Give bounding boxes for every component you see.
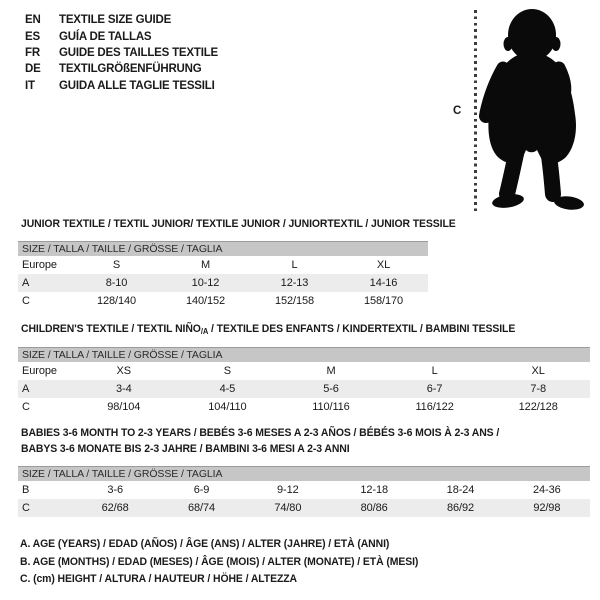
row-label-cell: C [22, 401, 30, 413]
table-body [18, 256, 428, 310]
row-label-cell: C [22, 295, 30, 307]
row-label-cell: Europe [22, 365, 57, 377]
heading-text: CHILDREN'S TEXTILE / TEXTIL NIÑO [21, 323, 201, 335]
value-cell: S [223, 365, 232, 377]
language-title-list [25, 12, 218, 94]
table-row [18, 499, 590, 517]
heading-text: / TEXTILE DES ENFANTS / KINDERTEXTIL / BAMBINI TESSILE [208, 323, 516, 335]
value-cell: 12-13 [280, 277, 309, 289]
footnote-legend [20, 536, 418, 589]
value-cell: 3-6 [107, 484, 123, 496]
value-cell: 68/74 [187, 502, 215, 514]
table-header-bar: SIZE / TALLA / TAILLE / GRÖSSE / TAGLIA [18, 466, 590, 481]
value-cell: 104/110 [208, 401, 247, 413]
table-row [18, 292, 428, 310]
language-row [25, 78, 218, 94]
table-header-bar: SIZE / TALLA / TAILLE / GRÖSSE / TAGLIA [18, 347, 590, 362]
language-row [25, 28, 218, 44]
language-row [25, 45, 218, 61]
value-cell: 6-9 [193, 484, 210, 496]
row-label-cell: A [22, 383, 30, 395]
value-cell: XL [531, 365, 545, 377]
table-body [18, 481, 590, 517]
junior-size-table [18, 241, 428, 310]
value-cell: 116/122 [415, 401, 454, 413]
value-cell: M [326, 365, 336, 377]
table-row [18, 481, 590, 499]
language-title: TEXTILGRÖßENFÜHRUNG [59, 63, 202, 76]
value-cell: 80/86 [360, 502, 388, 514]
language-title: GUIDA ALLE TAGLIE TESSILI [59, 79, 215, 92]
value-cell: 14-16 [369, 277, 398, 289]
value-cell: 98/104 [107, 401, 141, 413]
height-dotted-line [474, 10, 477, 212]
value-cell: S [112, 259, 121, 271]
footnote-line: C. (cm) HEIGHT / ALTURA / HAUTEUR / HÖHE / ALTEZZA [20, 573, 298, 586]
babies-section-heading [21, 426, 499, 457]
table-row [18, 274, 428, 292]
junior-section-heading: JUNIOR TEXTILE / TEXTIL JUNIOR/ TEXTILE JUNIOR / JUNIORTEXTIL / JUNIOR TESSILE [21, 218, 456, 230]
value-cell: 110/116 [312, 401, 350, 413]
value-cell: 24-36 [533, 484, 561, 496]
value-cell: 74/80 [274, 502, 302, 514]
children-section-heading [21, 322, 515, 340]
value-cell: 140/152 [185, 295, 226, 307]
table-row [18, 398, 590, 416]
table-row [18, 380, 590, 398]
language-title: TEXTILE SIZE GUIDE [59, 14, 172, 27]
heading-line: BABIES 3-6 MONTH TO 2-3 YEARS / BEBÉS 3-6 MESES A 2-3 AÑOS / BÉBÉS 3-6 MOIS À 2-3 ANS / [21, 427, 500, 439]
value-cell: 7-8 [530, 383, 546, 395]
language-title: GUÍA DE TALLAS [59, 30, 152, 43]
language-code: DE [25, 63, 41, 76]
height-measure-label: C [453, 105, 462, 117]
value-cell: 3-4 [115, 383, 132, 395]
value-cell: 12-18 [360, 484, 388, 496]
heading-line: BABYS 3-6 MONATE BIS 2-3 JAHRE / BAMBINI 3-6 MESI A 2-3 ANNI [21, 442, 350, 455]
footnote-line: A. AGE (YEARS) / EDAD (AÑOS) / ÂGE (ANS) / ALTER (JAHRE) / ETÀ (ANNI) [20, 538, 390, 550]
language-row [25, 61, 218, 77]
value-cell: 4-5 [219, 383, 236, 395]
table-header-bar: SIZE / TALLA / TAILLE / GRÖSSE / TAGLIA [18, 241, 428, 256]
table-row [18, 256, 428, 274]
babies-size-table [18, 466, 590, 517]
heading-subscript: /A [200, 327, 209, 336]
language-code: FR [25, 46, 40, 59]
value-cell: 9-12 [277, 484, 299, 496]
value-cell: 128/140 [96, 295, 137, 307]
value-cell: 62/68 [101, 502, 129, 514]
value-cell: 152/158 [274, 295, 315, 307]
value-cell: XL [376, 259, 391, 271]
row-label-cell: C [22, 502, 30, 514]
toddler-silhouette-icon [478, 8, 590, 210]
value-cell: L [431, 365, 438, 377]
value-cell: XS [116, 365, 132, 377]
value-cell: 86/92 [446, 502, 474, 514]
value-cell: 122/128 [518, 401, 558, 413]
footnote-line: B. AGE (MONTHS) / EDAD (MESES) / ÂGE (MOIS) / ALTER (MONATE) / ETÀ (MESI) [20, 555, 419, 568]
language-code: EN [25, 14, 41, 27]
value-cell: 6-7 [426, 383, 443, 395]
language-row [25, 12, 218, 28]
value-cell: M [200, 259, 211, 271]
row-label-cell: Europe [22, 259, 57, 271]
value-cell: L [291, 259, 298, 271]
row-label-cell: B [22, 484, 30, 496]
value-cell: 92/98 [533, 502, 561, 514]
value-cell: 158/170 [363, 295, 404, 307]
table-body [18, 362, 590, 416]
value-cell: 8-10 [105, 277, 128, 289]
value-cell: 5-6 [323, 383, 339, 395]
language-code: ES [25, 30, 40, 43]
language-code: IT [25, 79, 35, 92]
children-size-table [18, 347, 590, 416]
language-title: GUIDE DES TAILLES TEXTILE [59, 46, 218, 59]
value-cell: 18-24 [446, 484, 475, 496]
row-label-cell: A [22, 277, 30, 289]
table-row [18, 362, 590, 380]
value-cell: 10-12 [191, 277, 220, 289]
